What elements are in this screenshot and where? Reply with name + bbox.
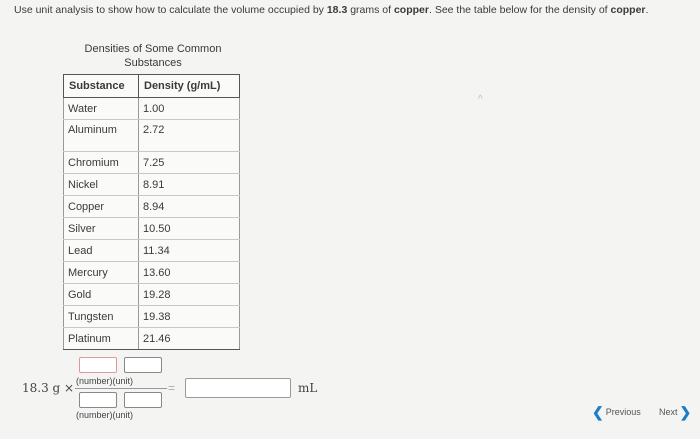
previous-button[interactable] [592,404,641,420]
next-label: Next [659,407,678,417]
substance-cell: Nickel [64,174,139,196]
chevron-right-icon: ❯ [679,404,692,420]
equation-prefix: 18.3 g × [22,381,75,395]
table-row [64,98,240,120]
next-button[interactable] [659,404,692,420]
chevron-left-icon: ❮ [592,404,604,420]
table-row [64,174,240,196]
table-row [64,328,240,350]
numerator-number-input[interactable] [79,357,117,373]
table-row [64,196,240,218]
table-header-row [64,75,240,98]
table-row [64,218,240,240]
table-row [64,240,240,262]
header-substance: Substance [64,75,139,98]
substance-cell: Water [64,98,139,120]
density-cell: 13.60 [139,262,240,284]
equals-sign: = [168,381,176,395]
substance-cell: Silver [64,218,139,240]
density-cell: 11.34 [139,240,240,262]
fraction-bar [75,388,167,389]
density-cell: 8.91 [139,174,240,196]
substance-cell: Tungsten [64,306,139,328]
table-body [64,98,240,350]
denominator-number-input[interactable] [79,392,117,408]
substance-cell: Platinum [64,328,139,350]
substance-cell: Lead [64,240,139,262]
density-cell: 2.72 [139,120,240,152]
substance-cell: Chromium [64,152,139,174]
density-cell: 8.94 [139,196,240,218]
table-caption: Densities of Some Common Substances [84,43,222,69]
substance-cell: Gold [64,284,139,306]
density-cell: 19.38 [139,306,240,328]
substance-cell: Mercury [64,262,139,284]
density-table [63,74,240,350]
denominator-hint: (number)(unit) [76,410,134,420]
answer-input[interactable] [185,378,291,398]
density-cell: 19.28 [139,284,240,306]
header-density: Density (g/mL) [139,75,240,98]
density-cell: 1.00 [139,98,240,120]
density-cell: 7.25 [139,152,240,174]
table-row [64,120,240,152]
density-cell: 10.50 [139,218,240,240]
substance-cell: Copper [64,196,139,218]
result-unit: mL [298,381,318,395]
table-row [64,262,240,284]
cursor-caret-icon: ^ [478,94,483,105]
density-cell: 21.46 [139,328,240,350]
denominator-unit-input[interactable] [124,392,162,408]
table-row [64,284,240,306]
question-text: Use unit analysis to show how to calculate the volume occupied by 18.3 grams of copper. See the table below for the density of copper. [14,4,649,16]
previous-label: Previous [605,407,641,417]
substance-cell: Aluminum [64,120,139,152]
numerator-hint: (number)(unit) [76,376,134,386]
table-row [64,306,240,328]
numerator-unit-input[interactable] [124,357,162,373]
table-row [64,152,240,174]
